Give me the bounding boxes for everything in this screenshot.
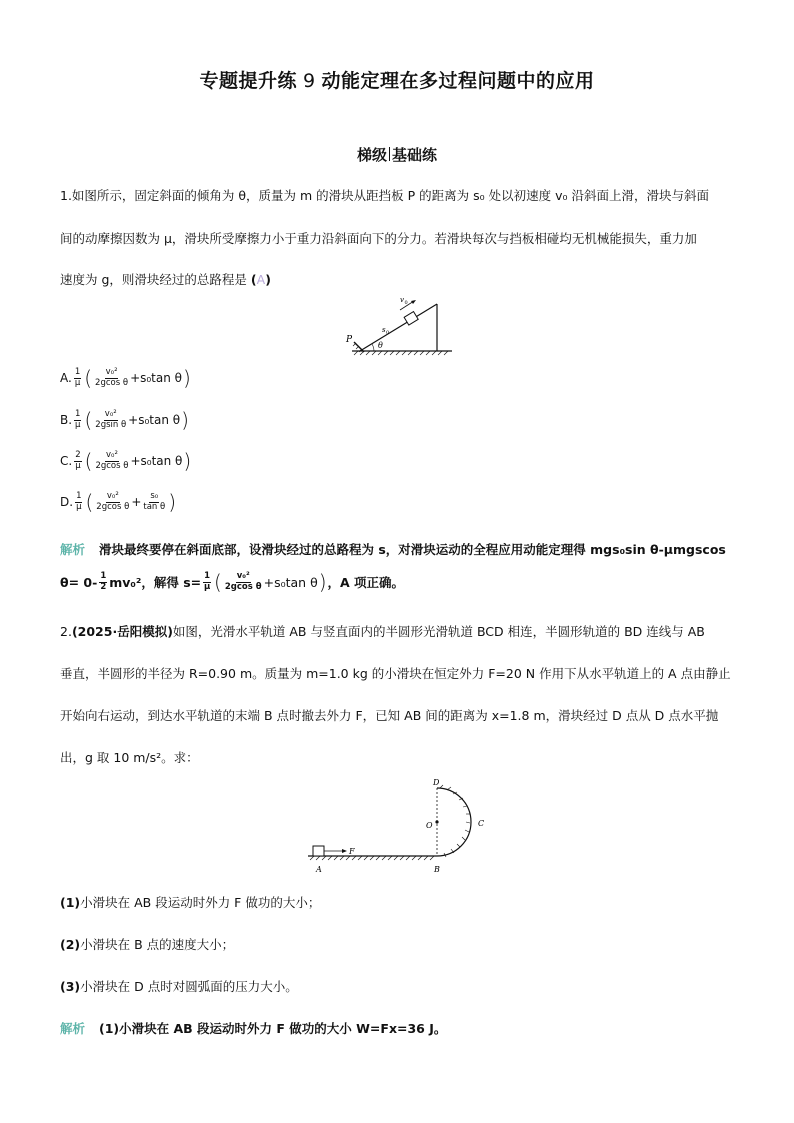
section-part-a: 梯级 (356, 146, 387, 164)
q1-analysis-line-1 (60, 540, 726, 558)
option-fraction: $\frac{\text{v₀²}}{\text{2gsin θ}}$ (95, 409, 127, 430)
q1-line-3-text: 速度为 g，则滑块经过的总路程是 (60, 272, 247, 287)
q2-subquestion-2: (2)小滑块在 B 点的速度大小； (60, 937, 235, 952)
q2-track-figure (300, 776, 500, 880)
q2-source: (2025·岳阳模拟) (71, 624, 173, 639)
option-tail: +s₀tan θ (130, 454, 183, 468)
q2-subquestion-1: (1)小滑块在 AB 段运动时外力 F 做功的大小； (60, 895, 321, 910)
title-part-b: 动能定理在多过程问题中的应用 (321, 70, 595, 92)
q1-option-c[interactable]: C. $\frac{2}{\mu}$ ( $\frac{\text{v₀²}}{\text{2gcos θ}}$ +s₀tan θ ) (60, 449, 192, 473)
q2-label-o: O (426, 821, 433, 830)
q2-line-4: 出，g 取 10 m/s²。求： (60, 750, 199, 765)
option-label: B. (60, 413, 73, 427)
section-heading (0, 144, 794, 165)
q2-line-1: 2.(2025·岳阳模拟)如图，光滑水平轨道 AB 与竖直面内的半圆形光滑轨道 BCD 相连，半圆形轨道的 BD 连线与 AB (60, 624, 705, 639)
option-coefficient: $\frac{2}{\mu}$ (75, 450, 81, 471)
q1-option-b[interactable]: B. $\frac{1}{\mu}$ ( $\frac{\text{v₀²}}{\text{2gsin θ}}$ +s₀tan θ ) (60, 408, 189, 432)
q2-line-3: 开始向右运动，到达水平轨道的末端 B 点时撤去外力 F，已知 AB 间的距离为 x=1.8 m，滑块经过 D 点从 D 点水平抛 (60, 708, 719, 723)
q1-line-3 (60, 270, 271, 288)
q2-subquestion-3: (3)小滑块在 D 点时对圆弧面的压力大小。 (60, 979, 298, 994)
option-label: A. (60, 371, 72, 385)
analysis-tag: 解析 (60, 1021, 86, 1036)
q1-line-2: 间的动摩擦因数为 μ，滑块所受摩擦力小于重力沿斜面向下的分力。若滑块每次与挡板相碰均无机械能损失，重力加 (60, 231, 697, 246)
option-tail: +s₀tan θ (130, 371, 182, 385)
title-part-a: 专题提升练 (199, 70, 297, 92)
option-label: C. (60, 454, 73, 468)
q2-analysis-line-1 (60, 1019, 446, 1037)
q2-label-c: C (478, 819, 485, 828)
q2-label-f: F (349, 847, 355, 856)
q1-label-v0: v (400, 296, 404, 304)
q2-analysis-text: (1)小滑块在 AB 段运动时外力 F 做功的大小 W=Fx=36 J。 (99, 1021, 447, 1036)
option-label: D. (60, 495, 74, 509)
option-fraction: $\frac{\text{v₀²}}{\text{2gcos θ}}$ (95, 450, 129, 471)
q1-answer: A (256, 272, 266, 287)
q2-label-b: B (434, 865, 440, 874)
option-fraction: $\frac{\text{v₀²}}{\text{2gcos θ}}$ (95, 367, 129, 388)
q1-line-1: 1.如图所示，固定斜面的倾角为 θ，质量为 m 的滑块从距挡板 P 的距离为 s₀ 处以初速度 v₀ 沿斜面上滑，滑块与斜面 (60, 188, 709, 203)
q1-answer-open: ( (250, 272, 257, 287)
page-title (0, 66, 794, 93)
q1-option-a[interactable]: A. $\frac{1}{\mu}$ ( $\frac{\text{v₀²}}{\text{2gcos θ}}$ +s₀tan θ ) (60, 366, 191, 390)
q1-analysis-line-2: θ= 0- $\frac{1}{2}$ mv₀²，解得 s= $\frac{1}{\mu}$ ( $\frac{\text{v₀²}}{\text{2gcos θ}}$ +s₀tan θ ) ，A 项正确。 (60, 570, 405, 594)
q1-incline-figure (340, 292, 455, 356)
q1-label-p: P (346, 335, 353, 345)
option-coefficient: $\frac{1}{\mu}$ (74, 367, 81, 388)
q1-label-theta: θ (378, 341, 383, 350)
option-coefficient: $\frac{1}{\mu}$ (75, 409, 81, 430)
option-tail-fraction: $\frac{\text{s₀}}{\text{tan θ}}$ (143, 491, 166, 512)
q1-option-d[interactable]: D. $\frac{1}{\mu}$ ( $\frac{\text{v₀²}}{\text{2gcos θ}}$ + $\frac{\text{s₀}}{\text{tan θ}}$ ) (60, 490, 177, 514)
section-part-b: 基础练 (392, 146, 438, 164)
section-divider (389, 147, 390, 161)
title-number: 9 (302, 70, 316, 92)
q1-label-s0-sub: 0 (386, 330, 390, 336)
option-tail: +s₀tan θ (128, 413, 181, 427)
option-fraction: $\frac{\text{v₀²}}{\text{2gcos θ}}$ (96, 491, 130, 512)
q2-label-a: A (316, 865, 322, 874)
q1-answer-close: ) (265, 272, 271, 287)
q1-label-v0-sub: 0 (404, 300, 408, 306)
option-coefficient: $\frac{1}{\mu}$ (76, 491, 82, 512)
q2-label-d: D (433, 778, 440, 787)
q2-line-2: 垂直，半圆形的半径为 R=0.90 m。质量为 m=1.0 kg 的小滑块在恒定外力 F=20 N 作用下从水平轨道上的 A 点由静止 (60, 666, 731, 681)
q1-label-s0: s (382, 326, 386, 334)
analysis-tag: 解析 (60, 542, 86, 557)
q1-analysis-text: 滑块最终要停在斜面底部，设滑块经过的总路程为 s，对滑块运动的全程应用动能定理得 mgs₀sin θ-μmgscos (99, 542, 726, 557)
